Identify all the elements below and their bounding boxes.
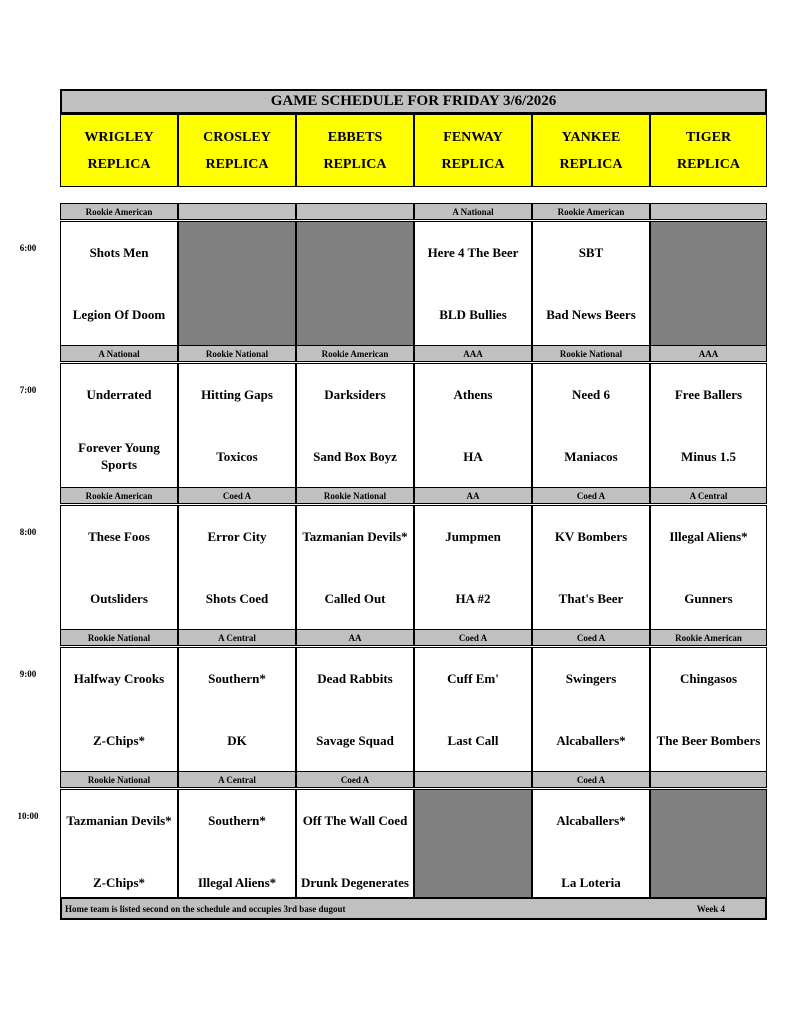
home-team: Illegal Aliens* — [197, 874, 277, 890]
division-label: Coed A — [414, 629, 532, 646]
away-team: KV Bombers — [554, 528, 628, 544]
game-cell — [414, 505, 532, 630]
game-cell — [296, 789, 414, 914]
away-team: Here 4 The Beer — [427, 244, 519, 260]
home-team: Alcaballers* — [556, 732, 626, 748]
division-label: Coed A — [532, 771, 650, 788]
division-label — [178, 203, 296, 220]
field-subtitle: REPLICA — [323, 156, 387, 172]
home-team: Drunk Degenerates — [301, 874, 409, 890]
division-label: AA — [296, 629, 414, 646]
empty-slot — [296, 221, 414, 346]
away-team: Southern* — [208, 812, 266, 828]
empty-slot — [650, 221, 767, 346]
empty-slot — [178, 221, 296, 346]
field-name: TIGER — [685, 129, 732, 145]
field-header — [60, 114, 178, 187]
game-cell — [532, 363, 650, 488]
field-name: EBBETS — [327, 129, 383, 145]
home-team: Z-Chips* — [92, 732, 146, 748]
home-team: Forever Young Sports — [78, 440, 160, 472]
time-label: 10:00 — [17, 811, 39, 821]
away-team: Need 6 — [572, 386, 610, 402]
field-name: FENWAY — [443, 129, 503, 145]
game-cell — [296, 647, 414, 772]
game-cell — [178, 363, 296, 488]
schedule-table — [60, 89, 767, 920]
game-cell — [414, 647, 532, 772]
field-subtitle: REPLICA — [87, 156, 151, 172]
division-label: Rookie National — [60, 629, 178, 646]
division-label — [296, 203, 414, 220]
field-header — [532, 114, 650, 187]
field-subtitle: REPLICA — [205, 156, 269, 172]
game-cell — [296, 505, 414, 630]
home-team: La Loteria — [561, 874, 621, 890]
home-team: Gunners — [684, 590, 733, 606]
away-team: Tazmanian Devils* — [66, 812, 172, 828]
home-team: Sand Box Boyz — [313, 448, 397, 464]
home-team: Legion Of Doom — [72, 306, 166, 322]
game-cell — [178, 505, 296, 630]
field-header — [414, 114, 532, 187]
time-label: 9:00 — [19, 669, 37, 679]
away-team: Error City — [207, 528, 267, 544]
home-team: That's Beer — [558, 590, 624, 606]
game-cell — [532, 647, 650, 772]
home-team: DK — [227, 732, 247, 748]
game-cell — [650, 647, 767, 772]
game-cell — [650, 363, 767, 488]
away-team: Shots Men — [89, 244, 149, 260]
empty-slot — [414, 789, 532, 914]
away-team: Athens — [453, 386, 493, 402]
home-team: Maniacos — [564, 448, 618, 464]
field-name: WRIGLEY — [84, 129, 154, 145]
division-label: AAA — [650, 345, 767, 362]
away-team: Darksiders — [324, 386, 386, 402]
game-cell — [414, 221, 532, 346]
home-team: BLD Bullies — [439, 306, 507, 322]
home-team: Minus 1.5 — [681, 448, 736, 464]
division-label: Rookie National — [296, 487, 414, 504]
game-cell — [532, 789, 650, 914]
game-cell — [650, 505, 767, 630]
home-team: HA — [463, 448, 483, 464]
division-label — [650, 203, 767, 220]
game-cell — [60, 789, 178, 914]
division-label: Rookie American — [650, 629, 767, 646]
division-label: Rookie National — [532, 345, 650, 362]
time-label: 6:00 — [19, 243, 37, 253]
field-header — [296, 114, 414, 187]
away-team: Illegal Aliens* — [669, 528, 748, 544]
game-cell — [60, 221, 178, 346]
division-label: A Central — [178, 771, 296, 788]
away-team: Swingers — [565, 670, 617, 686]
home-team: Toxicos — [216, 448, 258, 464]
division-label: Rookie National — [178, 345, 296, 362]
game-cell — [178, 789, 296, 914]
division-label: Coed A — [532, 629, 650, 646]
field-subtitle: REPLICA — [559, 156, 623, 172]
field-subtitle: REPLICA — [441, 156, 505, 172]
home-team: Outsliders — [90, 590, 148, 606]
game-cell — [296, 363, 414, 488]
division-label: A National — [414, 203, 532, 220]
away-team: Jumpmen — [445, 528, 501, 544]
home-team: HA #2 — [455, 590, 491, 606]
away-team: Cuff Em' — [447, 670, 499, 686]
away-team: Chingasos — [679, 670, 738, 686]
empty-slot — [650, 789, 767, 914]
field-header — [178, 114, 296, 187]
division-label: Coed A — [296, 771, 414, 788]
division-label: Rookie American — [296, 345, 414, 362]
away-team: Underrated — [86, 386, 152, 402]
game-cell — [532, 505, 650, 630]
home-team: Shots Coed — [205, 590, 269, 606]
field-header — [650, 114, 767, 187]
division-label: AAA — [414, 345, 532, 362]
home-team: Called Out — [324, 590, 386, 606]
away-team: Free Ballers — [674, 386, 743, 402]
away-team: Alcaballers* — [556, 812, 626, 828]
division-label — [414, 771, 532, 788]
field-name: CROSLEY — [203, 129, 271, 145]
home-team: The Beer Bombers — [656, 732, 761, 748]
division-label: Coed A — [532, 487, 650, 504]
division-label: Rookie American — [60, 487, 178, 504]
game-cell — [60, 647, 178, 772]
footer — [60, 897, 767, 920]
away-team: Tazmanian Devils* — [302, 528, 408, 544]
home-team: Z-Chips* — [92, 874, 146, 890]
home-team: Savage Squad — [316, 732, 394, 748]
away-team: Southern* — [208, 670, 266, 686]
away-team: These Foos — [88, 528, 150, 544]
away-team: Halfway Crooks — [73, 670, 165, 686]
away-team: Hitting Gaps — [201, 386, 273, 402]
division-label: Rookie American — [60, 203, 178, 220]
away-team: Dead Rabbits — [317, 670, 393, 686]
away-team: Off The Wall Coed — [302, 812, 408, 828]
division-label: A Central — [650, 487, 767, 504]
game-cell — [414, 363, 532, 488]
time-label: 7:00 — [19, 385, 37, 395]
division-label: Rookie National — [60, 771, 178, 788]
game-cell — [178, 647, 296, 772]
schedule-title: GAME SCHEDULE FOR FRIDAY 3/6/2026 — [60, 89, 767, 114]
home-team: Last Call — [447, 732, 499, 748]
division-label — [650, 771, 767, 788]
division-label: Coed A — [178, 487, 296, 504]
home-team: Bad News Beers — [546, 306, 636, 322]
game-cell — [60, 505, 178, 630]
time-label: 8:00 — [19, 527, 37, 537]
division-label: Rookie American — [532, 203, 650, 220]
division-label: A National — [60, 345, 178, 362]
field-subtitle: REPLICA — [676, 156, 740, 172]
division-label: AA — [414, 487, 532, 504]
footer-note: Home team is listed second on the schedule and occupies 3rd base dugout — [65, 903, 346, 914]
game-cell — [60, 363, 178, 488]
game-cell — [532, 221, 650, 346]
division-label: A Central — [178, 629, 296, 646]
field-name: YANKEE — [561, 129, 621, 145]
week-label: Week 4 — [696, 903, 725, 914]
away-team: SBT — [578, 244, 604, 260]
